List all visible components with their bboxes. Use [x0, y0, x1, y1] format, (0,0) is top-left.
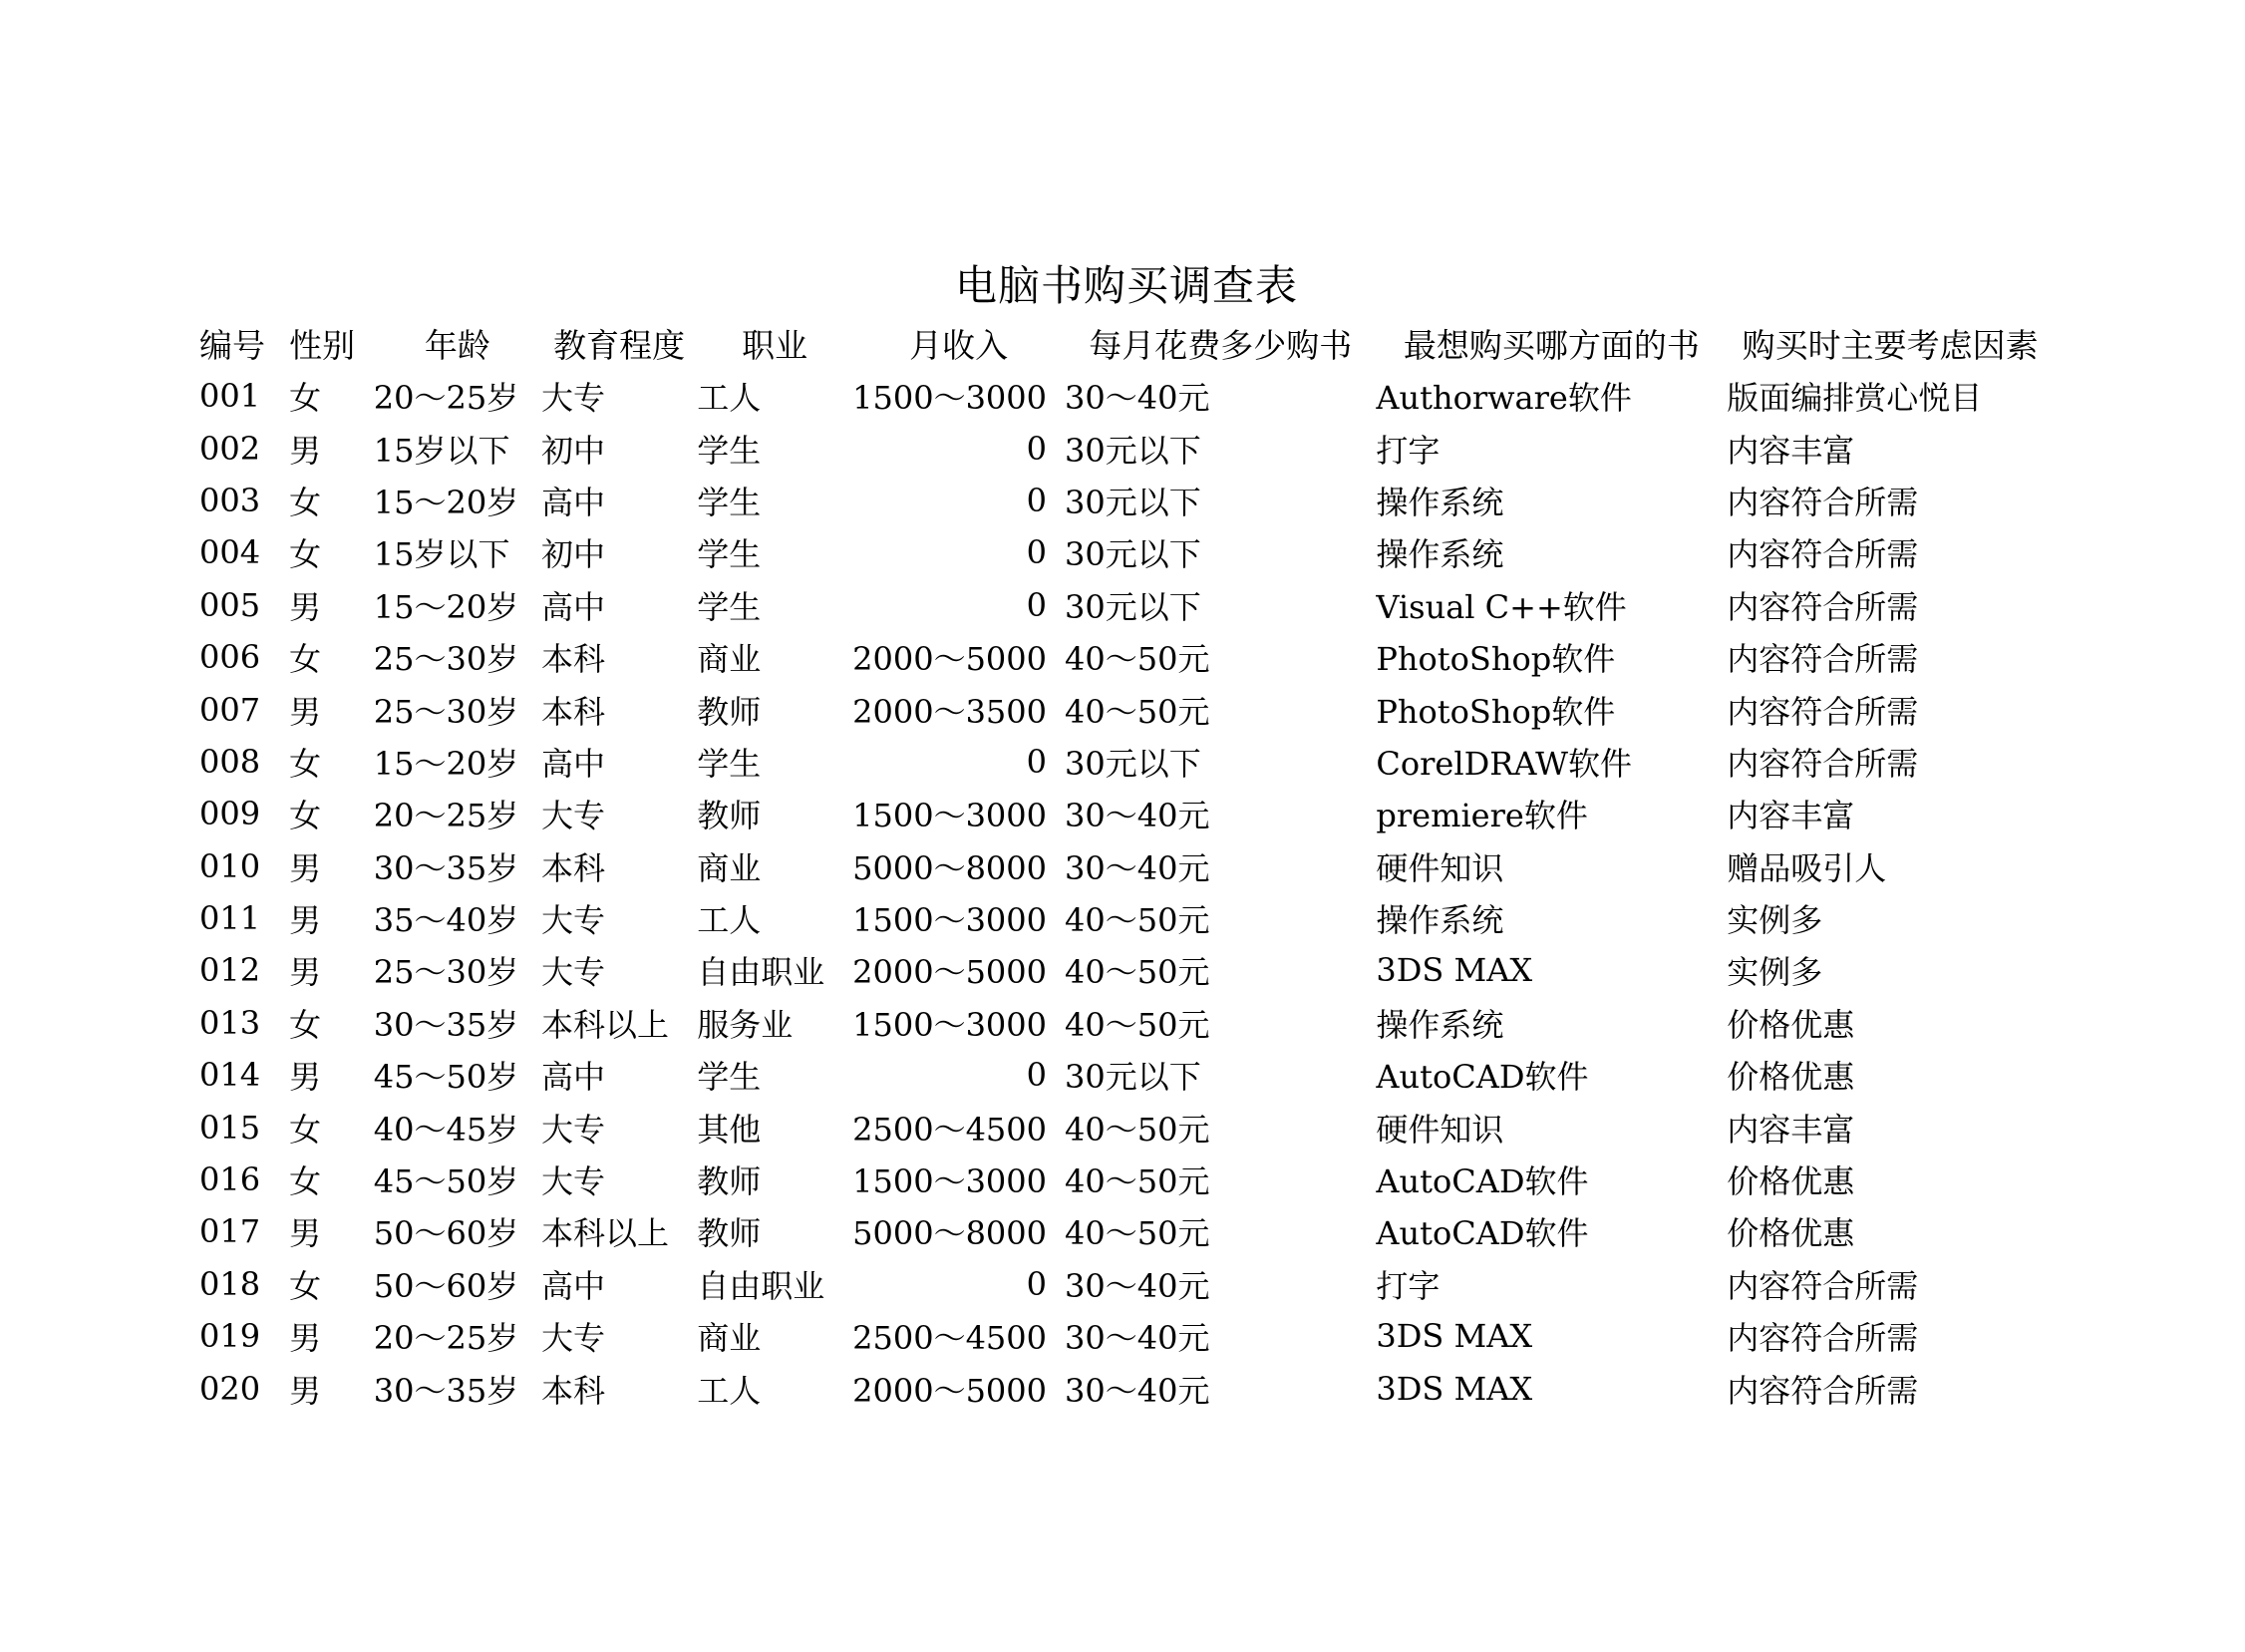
- cell-id: 015: [199, 1108, 261, 1147]
- table-row: [199, 631, 2054, 683]
- table-row: [199, 944, 2054, 996]
- cell-occupation: 商业: [697, 640, 762, 679]
- header-preferred-topic: 最想购买哪方面的书: [1403, 325, 1700, 365]
- cell-occupation: 学生: [697, 1058, 762, 1097]
- cell-id: 013: [199, 1003, 261, 1042]
- cell-age: 40～45岁: [373, 1110, 519, 1149]
- cell-occupation: 教师: [697, 1162, 762, 1201]
- header-row: [199, 316, 2054, 370]
- cell-education: 大专: [541, 1162, 606, 1201]
- cell-monthly-spend: 30～40元: [1065, 1371, 1210, 1410]
- cell-occupation: 工人: [697, 1371, 762, 1410]
- cell-purchase-factor: 实例多: [1727, 953, 1823, 992]
- cell-occupation: 商业: [697, 848, 762, 887]
- cell-monthly-spend: 40～50元: [1065, 901, 1210, 940]
- cell-income: 2500～4500: [852, 1319, 1048, 1358]
- survey-table: [199, 316, 2054, 1415]
- table-row: [199, 997, 2054, 1049]
- cell-education: 初中: [541, 431, 606, 470]
- cell-monthly-spend: 40～50元: [1065, 1162, 1210, 1201]
- cell-age: 25～30岁: [373, 953, 519, 992]
- cell-purchase-factor: 内容符合所需: [1727, 587, 1919, 626]
- cell-education: 大专: [541, 901, 606, 940]
- cell-id: 002: [199, 429, 261, 468]
- table-row: [199, 1258, 2054, 1310]
- cell-preferred-topic: 打字: [1376, 431, 1441, 470]
- cell-id: 012: [199, 951, 261, 990]
- cell-purchase-factor: 价格优惠: [1727, 1162, 1855, 1201]
- cell-age: 30～35岁: [373, 1005, 519, 1044]
- cell-purchase-factor: 内容符合所需: [1727, 1319, 1919, 1358]
- cell-education: 大专: [541, 797, 606, 835]
- cell-age: 20～25岁: [373, 797, 519, 835]
- table-row: [199, 788, 2054, 839]
- cell-gender: 男: [289, 431, 322, 470]
- cell-income: 2000～5000: [852, 1371, 1048, 1410]
- cell-monthly-spend: 30～40元: [1065, 1319, 1210, 1358]
- cell-purchase-factor: 内容符合所需: [1727, 1371, 1919, 1410]
- cell-monthly-spend: 30元以下: [1065, 483, 1201, 521]
- cell-monthly-spend: 40～50元: [1065, 640, 1210, 679]
- cell-age: 45～50岁: [373, 1162, 519, 1201]
- cell-education: 高中: [541, 483, 606, 521]
- table-body: [199, 370, 2054, 1415]
- cell-occupation: 教师: [697, 797, 762, 835]
- cell-gender: 男: [289, 692, 322, 731]
- cell-education: 高中: [541, 1058, 606, 1097]
- cell-occupation: 学生: [697, 744, 762, 783]
- cell-purchase-factor: 价格优惠: [1727, 1058, 1855, 1097]
- table-row: [199, 892, 2054, 944]
- cell-purchase-factor: 内容符合所需: [1727, 640, 1919, 679]
- cell-occupation: 工人: [697, 901, 762, 940]
- cell-occupation: 商业: [697, 1319, 762, 1358]
- cell-purchase-factor: 内容符合所需: [1727, 483, 1919, 521]
- cell-occupation: 学生: [697, 535, 762, 574]
- cell-occupation: 学生: [697, 483, 762, 521]
- cell-income: 0: [1026, 533, 1048, 572]
- header-education: 教育程度: [553, 325, 686, 365]
- cell-gender: 女: [289, 640, 322, 679]
- cell-occupation: 学生: [697, 587, 762, 626]
- cell-purchase-factor: 内容符合所需: [1727, 1266, 1919, 1305]
- cell-education: 本科: [541, 1371, 606, 1410]
- cell-monthly-spend: 30元以下: [1065, 535, 1201, 574]
- cell-income: 0: [1026, 429, 1048, 468]
- cell-age: 20～25岁: [373, 379, 519, 418]
- cell-income: 5000～8000: [852, 848, 1048, 887]
- cell-id: 020: [199, 1369, 261, 1408]
- cell-id: 018: [199, 1264, 261, 1303]
- header-age: 年龄: [424, 325, 490, 365]
- table-row: [199, 1310, 2054, 1362]
- cell-occupation: 工人: [697, 379, 762, 418]
- table-row: [199, 370, 2054, 422]
- table-row: [199, 1049, 2054, 1101]
- cell-gender: 男: [289, 953, 322, 992]
- cell-occupation: 自由职业: [697, 1266, 825, 1305]
- cell-occupation: 其他: [697, 1110, 762, 1149]
- cell-income: 2000～5000: [852, 953, 1048, 992]
- cell-preferred-topic: PhotoShop软件: [1376, 640, 1616, 679]
- cell-preferred-topic: AutoCAD软件: [1376, 1058, 1589, 1097]
- cell-education: 大专: [541, 379, 606, 418]
- table-row: [199, 475, 2054, 526]
- cell-id: 005: [199, 585, 261, 624]
- sheet-title: 电脑书购买调查表: [954, 261, 1298, 310]
- cell-gender: 男: [289, 1319, 322, 1358]
- cell-gender: 男: [289, 901, 322, 940]
- cell-purchase-factor: 价格优惠: [1727, 1214, 1855, 1253]
- cell-preferred-topic: Authorware软件: [1376, 379, 1632, 418]
- cell-purchase-factor: 实例多: [1727, 901, 1823, 940]
- cell-gender: 女: [289, 744, 322, 783]
- table-row: [199, 683, 2054, 735]
- cell-age: 15岁以下: [373, 535, 510, 574]
- header-monthly-spend: 每月花费多少购书: [1089, 325, 1353, 365]
- cell-income: 0: [1026, 1056, 1048, 1095]
- table-row: [199, 736, 2054, 788]
- cell-age: 30～35岁: [373, 1371, 519, 1410]
- header-income: 月收入: [909, 325, 1009, 365]
- cell-occupation: 教师: [697, 692, 762, 731]
- cell-id: 009: [199, 795, 261, 833]
- cell-income: 0: [1026, 742, 1048, 781]
- cell-age: 20～25岁: [373, 1319, 519, 1358]
- cell-preferred-topic: CorelDRAW软件: [1376, 744, 1633, 783]
- cell-age: 15～20岁: [373, 587, 519, 626]
- cell-preferred-topic: 操作系统: [1376, 1005, 1504, 1044]
- cell-preferred-topic: 操作系统: [1376, 535, 1504, 574]
- cell-id: 004: [199, 533, 261, 572]
- cell-monthly-spend: 30～40元: [1065, 848, 1210, 887]
- cell-age: 15～20岁: [373, 744, 519, 783]
- cell-preferred-topic: 3DS MAX: [1376, 951, 1533, 990]
- cell-monthly-spend: 40～50元: [1065, 953, 1210, 992]
- table-row: [199, 1154, 2054, 1205]
- cell-education: 本科以上: [541, 1214, 670, 1253]
- cell-income: 1500～3000: [852, 1005, 1048, 1044]
- cell-purchase-factor: 赠品吸引人: [1727, 848, 1887, 887]
- cell-gender: 女: [289, 797, 322, 835]
- cell-id: 016: [199, 1160, 261, 1199]
- cell-preferred-topic: premiere软件: [1376, 797, 1588, 835]
- cell-id: 001: [199, 377, 261, 416]
- cell-income: 2000～5000: [852, 640, 1048, 679]
- cell-gender: 女: [289, 1162, 322, 1201]
- cell-purchase-factor: 内容符合所需: [1727, 744, 1919, 783]
- cell-age: 15～20岁: [373, 483, 519, 521]
- cell-education: 大专: [541, 1110, 606, 1149]
- cell-gender: 女: [289, 483, 322, 521]
- cell-gender: 男: [289, 587, 322, 626]
- cell-age: 45～50岁: [373, 1058, 519, 1097]
- cell-id: 006: [199, 638, 261, 677]
- cell-id: 010: [199, 846, 261, 885]
- cell-purchase-factor: 价格优惠: [1727, 1005, 1855, 1044]
- cell-gender: 女: [289, 1005, 322, 1044]
- cell-purchase-factor: 内容符合所需: [1727, 692, 1919, 731]
- cell-income: 2000～3500: [852, 692, 1048, 731]
- cell-occupation: 教师: [697, 1214, 762, 1253]
- cell-monthly-spend: 30～40元: [1065, 379, 1210, 418]
- cell-income: 0: [1026, 481, 1048, 519]
- cell-gender: 女: [289, 1266, 322, 1305]
- cell-id: 014: [199, 1056, 261, 1095]
- cell-gender: 男: [289, 848, 322, 887]
- cell-id: 003: [199, 481, 261, 519]
- cell-id: 019: [199, 1317, 261, 1356]
- cell-preferred-topic: 3DS MAX: [1376, 1369, 1533, 1408]
- cell-age: 30～35岁: [373, 848, 519, 887]
- cell-monthly-spend: 40～50元: [1065, 1110, 1210, 1149]
- cell-income: 0: [1026, 585, 1048, 624]
- cell-occupation: 服务业: [697, 1005, 794, 1044]
- table-row: [199, 422, 2054, 474]
- cell-monthly-spend: 30～40元: [1065, 1266, 1210, 1305]
- cell-age: 25～30岁: [373, 692, 519, 731]
- cell-id: 008: [199, 742, 261, 781]
- table-row: [199, 579, 2054, 631]
- cell-purchase-factor: 版面编排赏心悦目: [1727, 379, 1983, 418]
- cell-income: 2500～4500: [852, 1110, 1048, 1149]
- cell-monthly-spend: 40～50元: [1065, 1214, 1210, 1253]
- cell-preferred-topic: Visual C++软件: [1376, 587, 1627, 626]
- table-row: [199, 1205, 2054, 1257]
- table-row: [199, 1101, 2054, 1153]
- cell-gender: 男: [289, 1058, 322, 1097]
- cell-age: 25～30岁: [373, 640, 519, 679]
- cell-education: 高中: [541, 744, 606, 783]
- cell-education: 高中: [541, 1266, 606, 1305]
- cell-age: 15岁以下: [373, 431, 510, 470]
- cell-income: 0: [1026, 1264, 1048, 1303]
- table-row: [199, 840, 2054, 892]
- cell-occupation: 自由职业: [697, 953, 825, 992]
- cell-purchase-factor: 内容丰富: [1727, 431, 1855, 470]
- cell-purchase-factor: 内容符合所需: [1727, 535, 1919, 574]
- cell-monthly-spend: 40～50元: [1065, 692, 1210, 731]
- cell-gender: 男: [289, 1214, 322, 1253]
- cell-income: 1500～3000: [852, 797, 1048, 835]
- cell-monthly-spend: 30元以下: [1065, 587, 1201, 626]
- cell-education: 大专: [541, 953, 606, 992]
- table-row: [199, 526, 2054, 578]
- cell-monthly-spend: 30元以下: [1065, 744, 1201, 783]
- cell-income: 5000～8000: [852, 1214, 1048, 1253]
- cell-preferred-topic: 3DS MAX: [1376, 1317, 1533, 1356]
- cell-education: 大专: [541, 1319, 606, 1358]
- cell-id: 011: [199, 899, 261, 938]
- cell-education: 本科: [541, 848, 606, 887]
- cell-gender: 男: [289, 1371, 322, 1410]
- cell-gender: 女: [289, 379, 322, 418]
- cell-monthly-spend: 30元以下: [1065, 1058, 1201, 1097]
- cell-preferred-topic: 操作系统: [1376, 483, 1504, 521]
- header-id: 编号: [199, 325, 265, 365]
- cell-age: 50～60岁: [373, 1214, 519, 1253]
- cell-monthly-spend: 30～40元: [1065, 797, 1210, 835]
- header-gender: 性别: [289, 325, 356, 365]
- cell-occupation: 学生: [697, 431, 762, 470]
- cell-preferred-topic: AutoCAD软件: [1376, 1214, 1589, 1253]
- cell-purchase-factor: 内容丰富: [1727, 797, 1855, 835]
- cell-income: 1500～3000: [852, 901, 1048, 940]
- cell-monthly-spend: 30元以下: [1065, 431, 1201, 470]
- cell-education: 本科以上: [541, 1005, 670, 1044]
- header-purchase-factor: 购买时主要考虑因素: [1742, 325, 2039, 365]
- cell-preferred-topic: 硬件知识: [1376, 848, 1504, 887]
- cell-preferred-topic: 操作系统: [1376, 901, 1504, 940]
- cell-education: 高中: [541, 587, 606, 626]
- cell-education: 本科: [541, 640, 606, 679]
- cell-id: 007: [199, 690, 261, 729]
- cell-purchase-factor: 内容丰富: [1727, 1110, 1855, 1149]
- cell-education: 初中: [541, 535, 606, 574]
- cell-income: 1500～3000: [852, 1162, 1048, 1201]
- cell-age: 35～40岁: [373, 901, 519, 940]
- cell-preferred-topic: 打字: [1376, 1266, 1441, 1305]
- cell-id: 017: [199, 1212, 261, 1251]
- cell-gender: 女: [289, 1110, 322, 1149]
- cell-education: 本科: [541, 692, 606, 731]
- cell-preferred-topic: 硬件知识: [1376, 1110, 1504, 1149]
- cell-age: 50～60岁: [373, 1266, 519, 1305]
- cell-monthly-spend: 40～50元: [1065, 1005, 1210, 1044]
- header-occupation: 职业: [742, 325, 808, 365]
- table-row: [199, 1362, 2054, 1414]
- cell-preferred-topic: PhotoShop软件: [1376, 692, 1616, 731]
- cell-preferred-topic: AutoCAD软件: [1376, 1162, 1589, 1201]
- cell-income: 1500～3000: [852, 379, 1048, 418]
- cell-gender: 女: [289, 535, 322, 574]
